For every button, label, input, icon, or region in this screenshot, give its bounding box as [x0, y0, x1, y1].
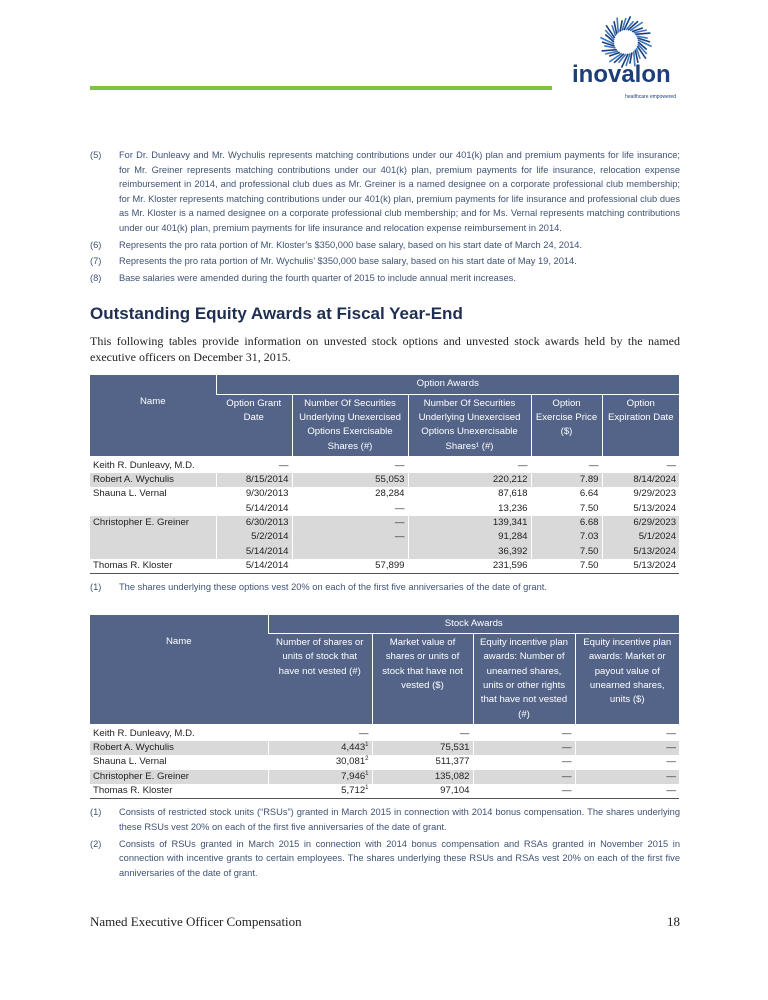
table-cell [473, 770, 575, 784]
table-cell [372, 741, 473, 755]
table-cell [531, 487, 602, 501]
executive-name [90, 502, 216, 516]
executive-name: Shauna L. Vernal [93, 488, 167, 500]
table-cell [531, 516, 602, 530]
table-cell [268, 784, 372, 799]
stock-table-footnotes [90, 805, 680, 880]
cell-value: 13,236 [498, 502, 528, 514]
executive-name: Thomas R. Kloster [90, 784, 268, 799]
table-cell [408, 530, 531, 544]
table-cell [602, 456, 679, 473]
cell-value: 7.50 [579, 502, 599, 514]
table-cell [408, 559, 531, 574]
svg-text:healthcare empowered: healthcare empowered [625, 94, 676, 100]
cell-value: — [517, 459, 528, 471]
column-header: Number Of Securities Underlying Unexercised Options Exercisable Shares (#) [292, 394, 408, 456]
cell-value: 97,104 [440, 785, 470, 797]
table-cell [216, 473, 292, 487]
page-content [90, 148, 680, 882]
table-cell [531, 559, 602, 574]
table-cell [216, 502, 292, 516]
footnote-text: Consists of restricted stock units (“RSUs”) granted in March 2015 in connection with 2014 bonus compensation. The shares underlying these RSUs vest 20% on each of the first five anniversaries of the date of grant. [119, 807, 680, 832]
cell-value: 5/14/2014 [245, 502, 289, 514]
footer-section-name: Named Executive Officer Compensation [90, 914, 302, 929]
cell-value: 8/14/2024 [633, 474, 677, 486]
column-header: Option Expiration Date [602, 394, 679, 456]
option-awards-group-header: Option Awards [216, 375, 679, 394]
table-cell [408, 473, 531, 487]
footnote-ref: 1 [365, 770, 369, 777]
intro-paragraph: This following tables provide information on unvested stock options and unvested stock awards held by the named executive officers on December 31, 2015. [90, 334, 680, 365]
table-cell [602, 516, 679, 530]
cell-value: 6.68 [579, 517, 599, 529]
executive-name: Keith R. Dunleavy, M.D. [93, 727, 195, 739]
cell-value: 75,531 [440, 742, 470, 754]
cell-value: 220,212 [492, 474, 528, 486]
footnote-text: Represents the pro rata portion of Mr. Wychulis’ $350,000 base salary, based on his start date of May 19, 2014. [119, 256, 577, 267]
cell-value: — [666, 459, 677, 471]
cell-value: — [561, 770, 572, 782]
cell-value: — [666, 770, 677, 782]
cell-value: 231,596 [492, 559, 528, 571]
table-cell [292, 502, 408, 516]
table-cell [292, 530, 408, 544]
cell-value: 9/30/2013 [245, 488, 289, 500]
cell-value: 7.03 [579, 531, 599, 543]
footnote [90, 148, 680, 236]
executive-name: Christopher E. Greiner [90, 770, 268, 784]
executive-name: Robert A. Wychulis [90, 473, 216, 487]
cell-value: 5/14/2014 [245, 545, 289, 557]
table-cell [408, 516, 531, 530]
page-number: 18 [667, 914, 680, 929]
cell-value: — [561, 727, 572, 739]
footnote-number: (2) [90, 838, 102, 849]
table-cell [216, 545, 292, 559]
table-row [90, 473, 679, 487]
footnote-number: (1) [90, 582, 102, 593]
cell-value: 8/15/2014 [245, 474, 289, 486]
table-row [90, 559, 679, 574]
table-cell [408, 487, 531, 501]
cell-value: — [394, 531, 405, 543]
cell-value: — [394, 517, 405, 529]
table-cell [292, 473, 408, 487]
footnote-text: For Dr. Dunleavy and Mr. Wychulis represents matching contributions under our 401(k) plan and premium payments for life insurance; for Mr. Greiner represents matching contributions under our 401(k) plan, premium payments for life insurance, relocation expense reimbursement in 2014, and professional club dues as Mr. Greiner is a named designee on a corporate professional club membership; for Mr. Kloster represents matching contributions under our 401(k) plan, premium payments for life insurance and professional club dues as Mr. Kloster is a named designee on a corporate professional club membership; and for Ms. Vernal represents matching contributions under our 401(k) plan, premium payments for life insurance and relocation expense reimbursement in 2014. [119, 150, 680, 233]
executive-name: Robert A. Wychulis [90, 741, 268, 755]
name-header: Name [90, 375, 216, 455]
table-cell [473, 784, 575, 799]
table-row [90, 456, 679, 473]
cell-value: — [561, 756, 572, 768]
inovalon-logo [568, 14, 680, 104]
footnote-ref: 2 [365, 756, 369, 763]
table-cell [473, 755, 575, 769]
cell-value: 36,392 [498, 545, 528, 557]
cell-value: 5/13/2024 [633, 559, 677, 571]
footnote [90, 580, 680, 595]
table-cell [531, 502, 602, 516]
table-cell [372, 784, 473, 799]
cell-value: — [666, 785, 677, 797]
table-row [90, 487, 679, 501]
table-cell [292, 487, 408, 501]
cell-value: 7.89 [579, 474, 599, 486]
cell-value: 87,618 [498, 488, 528, 500]
cell-value: 511,377 [435, 756, 470, 768]
svg-text:inovalon: inovalon [572, 61, 671, 88]
table-cell [602, 530, 679, 544]
compensation-footnotes [90, 148, 680, 285]
cell-value: — [588, 459, 599, 471]
executive-name [90, 530, 216, 544]
table-cell [575, 770, 679, 784]
cell-value: 55,053 [375, 474, 405, 486]
executive-name: Thomas R. Kloster [90, 559, 216, 574]
cell-value: — [459, 727, 470, 739]
cell-value: 5/13/2024 [633, 502, 677, 514]
cell-value: — [278, 459, 289, 471]
footnote-number: (6) [90, 239, 102, 250]
table-row [90, 545, 679, 559]
table-cell [292, 516, 408, 530]
section-title: Outstanding Equity Awards at Fiscal Year-End [90, 304, 463, 324]
table-cell [473, 724, 575, 741]
footnote-ref: 1 [365, 742, 369, 749]
table-cell [292, 456, 408, 473]
table-cell [531, 545, 602, 559]
footnote [90, 271, 680, 286]
executive-name: Shauna L. Vernal [93, 756, 167, 768]
table-cell [292, 559, 408, 574]
table-cell [372, 770, 473, 784]
table-cell [575, 741, 679, 755]
table-row [90, 755, 679, 769]
stock-awards-table [90, 615, 679, 800]
stock-awards-group-header: Stock Awards [268, 615, 679, 634]
column-header: Option Grant Date [216, 394, 292, 456]
table-cell [531, 456, 602, 473]
cell-value: 139,341 [492, 517, 528, 529]
table-cell [372, 755, 473, 769]
cell-value: 7.50 [579, 559, 599, 571]
footnote-text: Represents the pro rata portion of Mr. Kloster’s $350,000 base salary, based on his start date of March 24, 2014. [119, 239, 583, 250]
table-cell [602, 559, 679, 574]
executive-name: Christopher E. Greiner [90, 516, 216, 530]
option-awards-table [90, 375, 679, 574]
footnote-ref: 1 [365, 785, 369, 792]
table-cell [408, 456, 531, 473]
footnote-number: (1) [90, 807, 102, 818]
table-cell [602, 545, 679, 559]
table-row [90, 724, 679, 741]
footnote [90, 254, 680, 269]
column-header: Market value of shares or units of stock that have not vested ($) [372, 634, 473, 724]
executive-name [90, 545, 216, 559]
table-cell [575, 784, 679, 799]
table-cell [216, 530, 292, 544]
cell-value: 135,082 [434, 770, 470, 782]
table-cell [268, 741, 372, 755]
footnote-text: The shares underlying these options vest 20% on each of the first five anniversaries of the date of grant. [119, 582, 547, 593]
cell-value: 6/30/2013 [245, 517, 289, 529]
table-row [90, 770, 679, 784]
table-cell [531, 530, 602, 544]
table-cell [575, 755, 679, 769]
column-header: Number Of Securities Underlying Unexercised Options Unexercisable Shares¹ (#) [408, 394, 531, 456]
footnote [90, 837, 680, 881]
table-row [90, 516, 679, 530]
table-cell [216, 559, 292, 574]
cell-value: 5/2/2014 [251, 531, 289, 543]
cell-value: 57,899 [375, 559, 405, 571]
cell-value: 5/14/2014 [245, 559, 289, 571]
table-cell [602, 502, 679, 516]
table-cell [531, 473, 602, 487]
column-header: Equity incentive plan awards: Number of unearned shares, units or other rights that have not vested (#) [473, 634, 575, 724]
cell-value: 7.50 [579, 545, 599, 557]
table-cell [216, 456, 292, 473]
cell-value: 5/13/2024 [633, 545, 677, 557]
footnote-number: (7) [90, 256, 102, 267]
cell-value: — [394, 459, 405, 471]
table-cell [268, 755, 372, 769]
table-cell [292, 545, 408, 559]
footnote [90, 805, 680, 834]
cell-value: — [666, 756, 677, 768]
name-header: Name [90, 615, 268, 724]
cell-value: — [666, 727, 677, 739]
column-header: Option Exercise Price ($) [531, 394, 602, 456]
cell-value: — [394, 502, 405, 514]
table-row [90, 530, 679, 544]
footnote-text: Base salaries were amended during the fourth quarter of 2015 to include annual merit increases. [119, 272, 516, 283]
footnote-number: (5) [90, 150, 102, 160]
table-cell [602, 487, 679, 501]
cell-value: 28,284 [375, 488, 405, 500]
table-cell [575, 724, 679, 741]
header-rule [90, 86, 552, 90]
cell-value: 6.64 [579, 488, 599, 500]
cell-value: 4,443 [341, 742, 366, 754]
footnote-text: Consists of RSUs granted in March 2015 in connection with 2014 bonus compensation and RSAs granted in November 2015 in connection with incentive grants to certain employees. The shares underlying these RSUs and RSAs vest 20% on each of the first five anniversaries of the date of grant. [119, 838, 680, 878]
column-header: Equity incentive plan awards: Market or payout value of unearned shares, units ($) [575, 634, 679, 724]
cell-value: 5,712 [341, 785, 366, 797]
cell-value: 7,946 [341, 770, 366, 782]
cell-value: 5/1/2024 [638, 531, 677, 543]
table-cell [216, 516, 292, 530]
table-row [90, 784, 679, 799]
table-cell [268, 724, 372, 741]
cell-value: 30,081 [335, 756, 366, 768]
option-table-footnotes [90, 580, 680, 595]
executive-name: Keith R. Dunleavy, M.D. [93, 459, 195, 471]
table-cell [408, 545, 531, 559]
footnote [90, 238, 680, 253]
table-row [90, 502, 679, 516]
cell-value: — [561, 785, 572, 797]
table-cell [268, 770, 372, 784]
table-cell [473, 741, 575, 755]
table-cell [408, 502, 531, 516]
footnote-number: (8) [90, 272, 102, 283]
cell-value: 91,284 [498, 531, 528, 543]
table-cell [372, 724, 473, 741]
table-cell [216, 487, 292, 501]
cell-value: 6/29/2023 [633, 517, 677, 529]
cell-value: — [561, 742, 572, 754]
column-header: Number of shares or units of stock that have not vested (#) [268, 634, 372, 724]
cell-value: 9/29/2023 [633, 488, 677, 500]
cell-value: — [358, 727, 369, 739]
table-row [90, 741, 679, 755]
table-cell [602, 473, 679, 487]
cell-value: — [666, 742, 677, 754]
